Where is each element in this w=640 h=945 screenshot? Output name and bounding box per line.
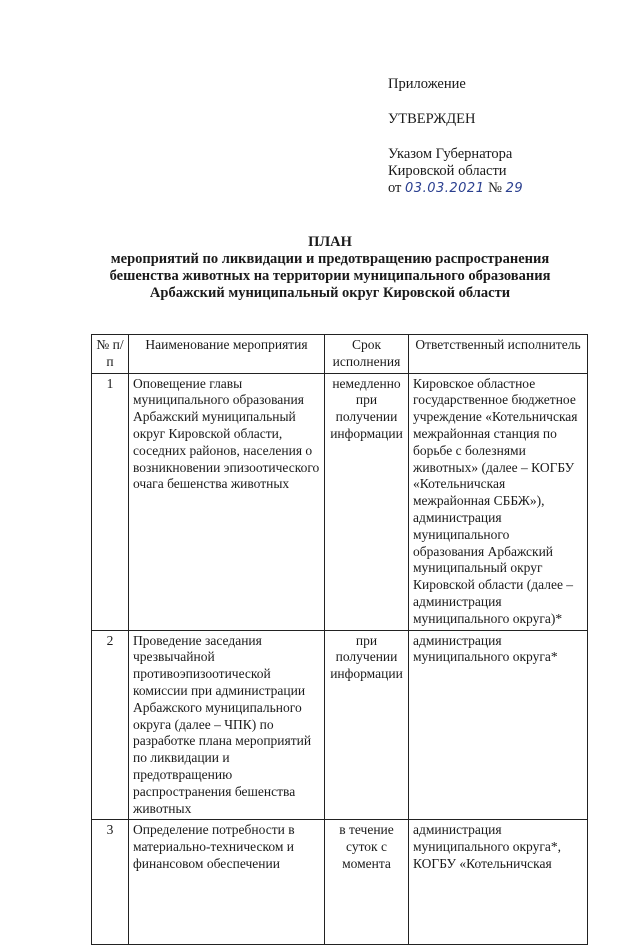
handwritten-date: 03.03.2021 (405, 181, 485, 196)
row-activity: Оповещение главы муниципального образования Арбажский муниципальный округ Кировской области, соседних районов, населения о возникновении эпизоотического очага бешенства животных (129, 373, 325, 630)
decree-date-line (388, 180, 628, 197)
header-term: Срок исполнения (325, 335, 409, 374)
row-term: при получении информации (325, 630, 409, 820)
row-responsible: Кировское областное государственное бюджетное учреждение «Котельничская межрайонная станция по борьбе с болезнями животных» (далее – КОГБУ «Котельничская межрайонная СББЖ»), администрация муниципального образования Арбажский муниципальный округ Кировской области (далее – администрация муниципального округа)* (409, 373, 588, 630)
row-activity: Проведение заседания чрезвычайной противоэпизоотической комиссии при администрации Арбажского муниципального округа (далее – ЧПК) по разработке плана мероприятий по ликвидации и предотвращению распространения бешенства животных (129, 630, 325, 820)
date-prefix: от (388, 180, 402, 196)
row-responsible: администрация муниципального округа*, КОГБУ «Котельничская (409, 820, 588, 945)
handwritten-number: 29 (505, 181, 524, 196)
document-title (95, 234, 565, 302)
decree-line-1: Указом Губернатора (388, 146, 513, 162)
title-heading: ПЛАН (308, 234, 352, 250)
table-row (92, 630, 588, 820)
title-line-1: мероприятий по ликвидации и предотвращению распространения (110, 251, 550, 267)
decree-line-2: Кировской области (388, 163, 507, 179)
title-line-3: Арбажский муниципальный округ Кировской области (149, 285, 511, 301)
row-num: 1 (92, 373, 129, 630)
row-responsible: администрация муниципального округа* (409, 630, 588, 820)
table-row (92, 373, 588, 630)
table-row (92, 820, 588, 945)
table-header-row (92, 335, 588, 374)
header-name: Наименование мероприятия (129, 335, 325, 374)
plan-table (91, 334, 588, 945)
row-term: немедленно при получении информации (325, 373, 409, 630)
approved-label: УТВЕРЖДЕН (388, 111, 476, 127)
row-num: 3 (92, 820, 129, 945)
row-activity: Определение потребности в материально-техническом и финансовом обеспечении (129, 820, 325, 945)
row-num: 2 (92, 630, 129, 820)
approval-block (388, 76, 628, 197)
row-term: в течение суток с момента (325, 820, 409, 945)
number-sign: № (488, 180, 502, 196)
title-line-2: бешенства животных на территории муниципального образования (109, 268, 551, 284)
header-responsible: Ответственный исполнитель (409, 335, 588, 374)
appendix-label: Приложение (388, 76, 466, 92)
header-num: № п/п (92, 335, 129, 374)
